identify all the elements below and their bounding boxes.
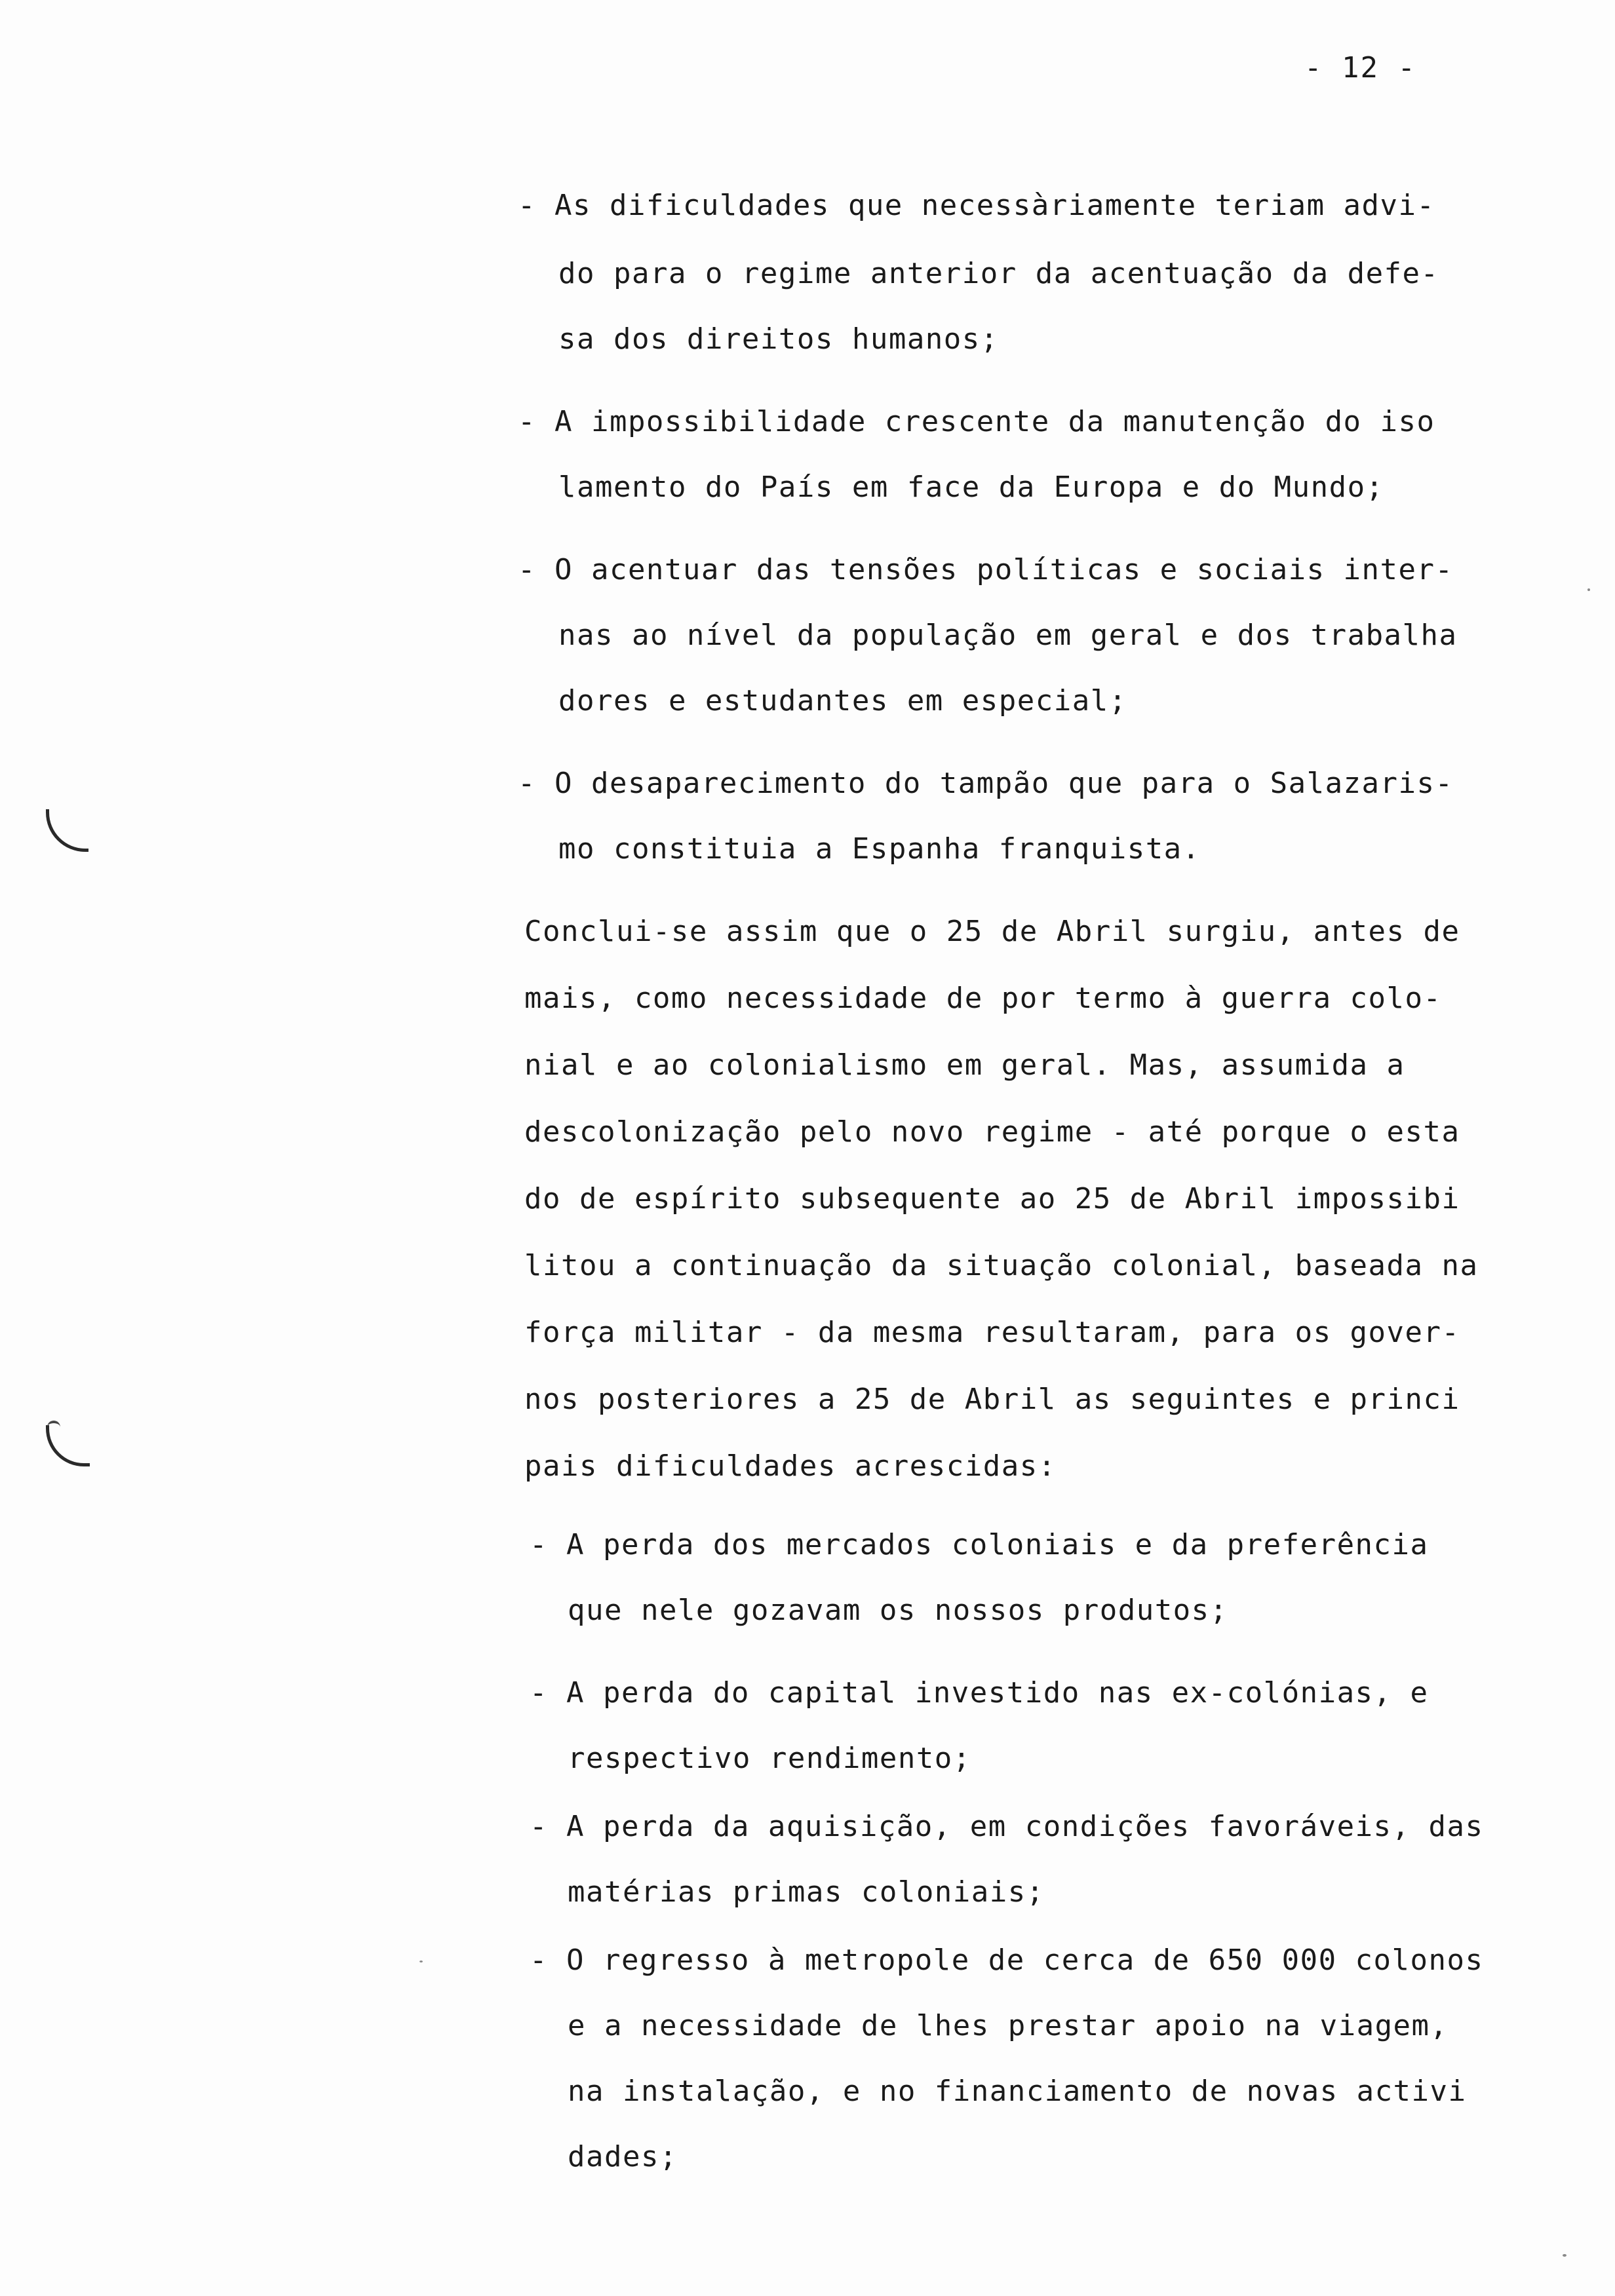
scan-speck	[1563, 2254, 1566, 2257]
text-line: - O acentuar das tensões políticas e sociais inter-	[518, 553, 1454, 586]
text-line: - A perda dos mercados coloniais e da preferência	[530, 1528, 1429, 1561]
text-line: mais, como necessidade de por termo à guerra colo-	[524, 982, 1442, 1015]
text-line: dores e estudantes em especial;	[558, 684, 1127, 718]
text-line: respectivo rendimento;	[568, 1742, 971, 1775]
text-line: litou a continuação da situação colonial, baseada na	[524, 1249, 1479, 1282]
text-line: pais dificuldades acrescidas:	[524, 1449, 1057, 1483]
text-line: que nele gozavam os nossos produtos;	[568, 1594, 1228, 1627]
text-line: - A impossibilidade crescente da manutenção do iso	[518, 405, 1435, 438]
text-line: descolonização pelo novo regime - até porque o esta	[524, 1115, 1460, 1149]
text-line: dades;	[568, 2140, 678, 2173]
text-line: mo constituia a Espanha franquista.	[558, 832, 1201, 866]
text-line: nial e ao colonialismo em geral. Mas, assumida a	[524, 1048, 1405, 1082]
text-line: - O regresso à metropole de cerca de 650 000 colonos	[530, 1943, 1484, 1977]
punch-hole-mark	[46, 809, 88, 852]
punch-hole-mark	[46, 1425, 90, 1466]
text-line: nos posteriores a 25 de Abril as seguintes e princi	[524, 1383, 1460, 1416]
text-line: matérias primas coloniais;	[568, 1875, 1045, 1909]
scan-speck	[419, 1961, 423, 1962]
text-line: lamento do País em face da Europa e do Mundo;	[558, 470, 1384, 504]
text-line: - As dificuldades que necessàriamente teriam advi-	[518, 189, 1435, 222]
scan-speck	[1587, 588, 1590, 591]
text-line: do para o regime anterior da acentuação da defe-	[558, 257, 1439, 290]
text-line: nas ao nível da população em geral e dos trabalha	[558, 619, 1458, 652]
text-line: - A perda da aquisição, em condições favoráveis, das	[530, 1810, 1484, 1843]
text-line: força militar - da mesma resultaram, para os gover-	[524, 1316, 1460, 1349]
text-line: - A perda do capital investido nas ex-colónias, e	[530, 1676, 1429, 1710]
punch-hole-mark	[47, 1421, 60, 1431]
text-line: Conclui-se assim que o 25 de Abril surgiu, antes de	[524, 915, 1460, 948]
text-line: do de espírito subsequente ao 25 de Abril impossibi	[524, 1182, 1460, 1215]
page-number: - 12 -	[1304, 51, 1416, 85]
text-line: sa dos direitos humanos;	[558, 322, 999, 356]
text-line: e a necessidade de lhes prestar apoio na viagem,	[568, 2009, 1449, 2042]
text-line: na instalação, e no financiamento de novas activi	[568, 2075, 1467, 2108]
text-line: - O desaparecimento do tampão que para o Salazaris-	[518, 767, 1454, 800]
